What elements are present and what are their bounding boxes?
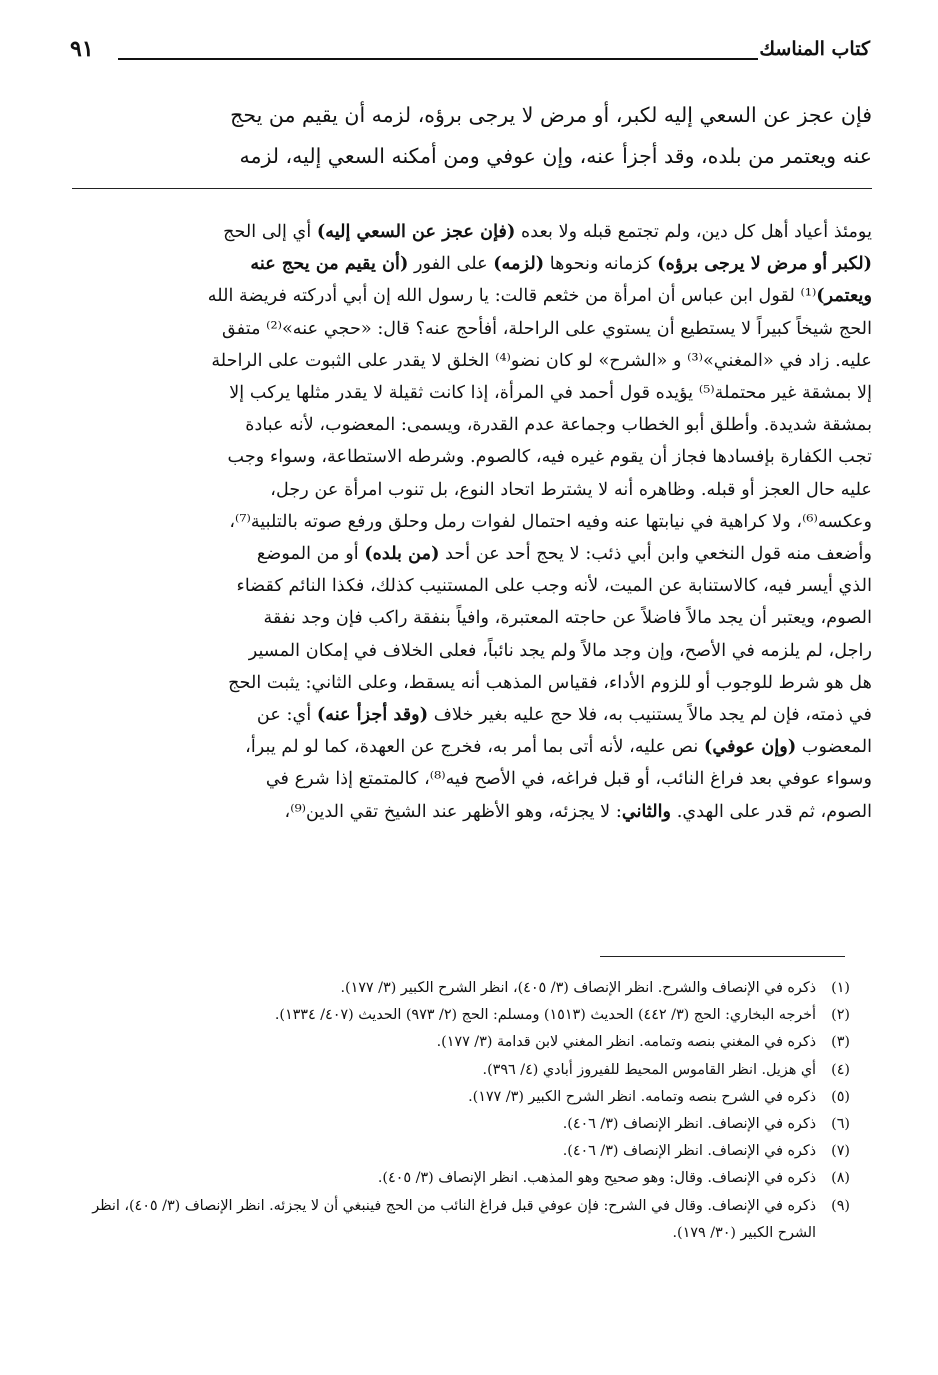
footnote (80, 1111, 850, 1138)
footnote (80, 1193, 850, 1247)
commentary-text: : لا يجزئه، وهو الأظهر عند الشيخ تقي الدين⁽⁹⁾، (284, 801, 622, 822)
header-rule (118, 58, 758, 60)
commentary-line: هل هو شرط للوجوب أو للزوم الأداء، فقياس المذهب أنه يسقط، وعلى الثاني: يثبت الحج (228, 672, 872, 693)
quoted-matn: (وقد أجزأ عنه) (316, 704, 429, 726)
commentary-line (72, 538, 872, 570)
quoted-matn: (لزمه) (493, 253, 545, 275)
footnote-rule (600, 956, 845, 957)
footnote-number: (٧) (831, 1143, 850, 1160)
commentary-text: أو من الموضع (256, 544, 365, 565)
quoted-matn: والثاني (621, 800, 672, 822)
footnote-text: ذكره في المغني بنصه وتمامه. انظر المغني لابن قدامة (٣/ ١٧٧). (436, 1034, 816, 1051)
commentary-text: نص عليه، لأنه أتى بما أمر به، فخرج عن العهدة، كما لو لم يبرأ، (245, 737, 704, 758)
commentary-text: المعضوب (796, 737, 872, 758)
commentary-text: كزمانه ونحوها (544, 254, 658, 275)
footnote (80, 1165, 850, 1192)
footnote-text: ذكره في الإنصاف. انظر الإنصاف (٣/ ٤٠٦). (562, 1143, 816, 1160)
text-divider (72, 188, 872, 189)
commentary-line: الصوم، ويعتبر أن يجد مالاً فاضلاً عن حاجته المعتبرة، وافياً بنفقة راكب فإن وجد نفقة (263, 608, 872, 629)
commentary-line: الذي أيسر فيه، كالاستنابة عن الميت، لأنه وجب على المستنيب كذلك، فكذا النائم كقضاء (236, 576, 872, 597)
footnote-number: (٥) (831, 1088, 850, 1105)
page-number: ٩١ (70, 36, 94, 62)
commentary-line: وعكسه⁽⁶⁾، ولا كراهية في نيابتها عنه وفيه احتمال لفوات رمل وحلق ورفع صوته بالتلبية⁽⁷⁾، (229, 511, 872, 532)
commentary-text: على الفور (408, 254, 494, 275)
quoted-matn: (لكبر أو مرض لا يرجى برؤه) (657, 253, 872, 275)
quoted-matn: (وإن عوفي) (703, 736, 797, 758)
commentary-line: وسواء عوفي بعد فراغ النائب، أو قبل فراغه، في الأصح فيه⁽⁸⁾، كالمتمتع إذا شرع في (265, 769, 872, 790)
quoted-matn: (فإن عجز عن السعي إليه) (316, 221, 516, 242)
commentary-line (72, 248, 872, 280)
footnote-number: (٩) (831, 1197, 850, 1214)
main-text-line: عنه ويعتمر من بلده، وقد أجزأ عنه، وإن عوفي ومن أمكنه السعي إليه، لزمه (239, 144, 872, 168)
footnote-number: (١) (831, 980, 850, 996)
commentary-text: أي: عن (256, 705, 317, 726)
commentary-text: الصوم، ثم قدر على الهدي. (671, 801, 872, 822)
quoted-matn: (من بلده) (364, 543, 440, 565)
footnote-text: أي هزيل. انظر القاموس المحيط للفيروز أبادي (٤/ ٣٩٦). (482, 1061, 816, 1078)
page-header (70, 30, 870, 70)
footnote-text: ذكره في الإنصاف والشرح. انظر الإنصاف (٣/ ٤٠٥)، انظر الشرح الكبير (٣/ ١٧٧). (340, 980, 816, 996)
footnotes (80, 975, 850, 1247)
chapter-title: كتاب المناسك (759, 38, 870, 60)
commentary-line (72, 280, 872, 312)
footnote-number: (٢) (831, 1007, 850, 1024)
main-text (72, 95, 872, 177)
commentary-line: تجب الكفارة بإفسادها فجاز أن يقوم غيره فيه، كالصوم. وشرطه الاستطاعة، وسواء وجب (227, 447, 872, 468)
footnote-text: ذكره في الشرح بنصه وتمامه. انظر الشرح الكبير (٣/ ١٧٧). (468, 1088, 816, 1105)
footnote-text: ذكره في الإنصاف. وقال: وهو صحيح وهو المذهب. انظر الإنصاف (٣/ ٤٠٥). (377, 1170, 816, 1187)
footnote (80, 975, 850, 1002)
commentary-text: ⁽¹⁾ لقول ابن عباس أن امرأة من خثعم قالت: يا رسول الله إن أبي أدركته فريضة الله (207, 286, 817, 307)
commentary-line (72, 731, 872, 763)
footnote-number: (٣) (831, 1034, 850, 1051)
footnote-number: (٨) (831, 1170, 850, 1187)
commentary-line (72, 216, 872, 248)
commentary-line: راجل، لم يلزمه في الأصح، وإن وجد مالاً ولم يجد نائباً، فعلى الخلاف في إمكان المسير (248, 640, 872, 661)
footnote (80, 1029, 850, 1056)
quoted-matn: ويعتمر) (816, 285, 872, 307)
footnote-text: أخرجه البخاري: الحج (٣/ ٤٤٢) الحديث (١٥١٣) ومسلم: الحج (٢/ ٩٧٣) الحديث (٤٠٧/ ١٣٣٤). (274, 1007, 816, 1024)
footnote-text: ذكره في الإنصاف. وقال في الشرح: فإن عوفي قبل فراغ النائب من الحج فينبغي أن لا يجزئه. انظر الإنصاف (٣/ ٤٠٥)، انظر الشرح الكبير (٣٠/ ١٧٩). (92, 1197, 816, 1241)
commentary (72, 216, 872, 828)
commentary-line (72, 796, 872, 828)
footnote (80, 1002, 850, 1029)
footnote-number: (٦) (831, 1116, 850, 1133)
commentary-text: يومئذ أعياد أهل كل دين، ولم تجتمع قبله ولا بعده (515, 222, 872, 242)
footnote (80, 1084, 850, 1111)
footnote-text: ذكره في الإنصاف. انظر الإنصاف (٣/ ٤٠٦). (562, 1116, 816, 1133)
commentary-text: أي إلى الحج (223, 222, 317, 242)
footnote-number: (٤) (831, 1061, 850, 1078)
commentary-line: عليه. زاد في «المغني»⁽³⁾ و «الشرح» لو كان نضو⁽⁴⁾ الخلق لا يقدر على الثبوت على الراحلة (211, 350, 872, 371)
commentary-line: الحج شيخاً كبيراً لا يستطيع أن يستوي على الراحلة، أفأحج عنه؟ قال: «حجي عنه»⁽²⁾ متفق (222, 318, 872, 339)
commentary-line: عليه حال العجز أو قبله. وظاهره أنه لا يشترط اتحاد النوع، بل تنوب امرأة عن رجل، (270, 479, 872, 500)
commentary-text: في ذمته، فإن لم يجد مالاً يستنيب به، فلا حج عليه بغير خلاف (428, 705, 872, 726)
footnote (80, 1057, 850, 1084)
commentary-text: وأضعف منه قول النخعي وابن أبي ذئب: لا يحج أحد عن أحد (439, 544, 872, 565)
footnote (80, 1138, 850, 1165)
commentary-line: بمشقة شديدة. وأطلق أبو الخطاب وجماعة عدم القدرة، ويسمى: المعضوب، لأنه عبادة (245, 415, 872, 436)
commentary-line: إلا بمشقة غير محتملة⁽⁵⁾ يؤيده قول أحمد في المرأة، إذا كانت ثقيلة لا يقدر مثلها يركب إلا (229, 383, 872, 404)
main-text-line: فإن عجز عن السعي إليه لكبر، أو مرض لا يرجى برؤه، لزمه أن يقيم من يحج (230, 103, 872, 127)
commentary-line (72, 699, 872, 731)
quoted-matn: (أن يقيم من يحج عنه (250, 253, 409, 275)
